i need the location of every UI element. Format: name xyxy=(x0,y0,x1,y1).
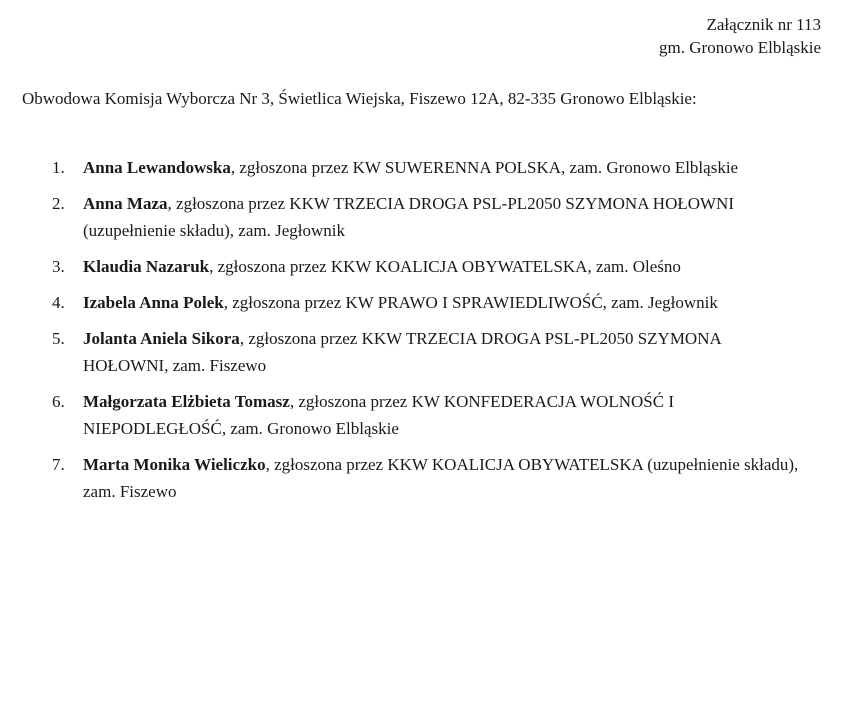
member-details: , zgłoszona przez KW SUWERENNA POLSKA, zam. Gronowo Elbląskie xyxy=(230,158,739,177)
list-item xyxy=(0,451,850,505)
member-details: , zgłoszona przez KW KONFEDERACJA WOLNOŚĆ I NIEPODLEGŁOŚĆ, zam. Gronowo Elbląskie xyxy=(83,392,674,438)
item-number: 4. xyxy=(52,293,65,312)
list-item xyxy=(0,325,850,379)
list-item xyxy=(0,253,850,280)
member-name: Anna Maza xyxy=(83,194,168,213)
member-name: Klaudia Nazaruk xyxy=(83,257,210,276)
item-number: 3. xyxy=(52,257,65,276)
attachment-number: Załącznik nr 113 xyxy=(706,15,821,34)
member-name: Izabela Anna Polek xyxy=(83,293,224,312)
item-number: 1. xyxy=(52,158,65,177)
item-number: 5. xyxy=(52,329,65,348)
attachment-header xyxy=(659,13,821,59)
member-details: , zgłoszona przez KKW TRZECIA DROGA PSL-PL2050 SZYMONA HOŁOWNI, zam. Fiszewo xyxy=(83,329,721,375)
member-name: Jolanta Aniela Sikora xyxy=(83,329,240,348)
item-number: 2. xyxy=(52,194,65,213)
member-details: , zgłoszona przez KKW KOALICJA OBYWATELSKA (uzupełnienie składu), zam. Fiszewo xyxy=(83,455,799,501)
member-details: , zgłoszona przez KKW TRZECIA DROGA PSL-PL2050 SZYMONA HOŁOWNI (uzupełnienie składu), zam. Jegłownik xyxy=(83,194,734,240)
list-item xyxy=(0,388,850,442)
commission-title: Obwodowa Komisja Wyborcza Nr 3, Świetlica Wiejska, Fiszewo 12A, 82-335 Gronowo Elbląskie: xyxy=(22,89,697,108)
municipality-name: gm. Gronowo Elbląskie xyxy=(659,38,821,57)
member-list xyxy=(0,154,850,514)
item-number: 7. xyxy=(52,455,65,474)
list-item xyxy=(0,154,850,181)
member-details: , zgłoszona przez KW PRAWO I SPRAWIEDLIWOŚĆ, zam. Jegłownik xyxy=(223,293,718,312)
item-number: 6. xyxy=(52,392,65,411)
member-name: Marta Monika Wieliczko xyxy=(83,455,266,474)
member-name: Małgorzata Elżbieta Tomasz xyxy=(83,392,290,411)
list-item xyxy=(0,289,850,316)
member-name: Anna Lewandowska xyxy=(83,158,231,177)
list-item xyxy=(0,190,850,244)
member-details: , zgłoszona przez KKW KOALICJA OBYWATELSKA, zam. Oleśno xyxy=(209,257,681,276)
